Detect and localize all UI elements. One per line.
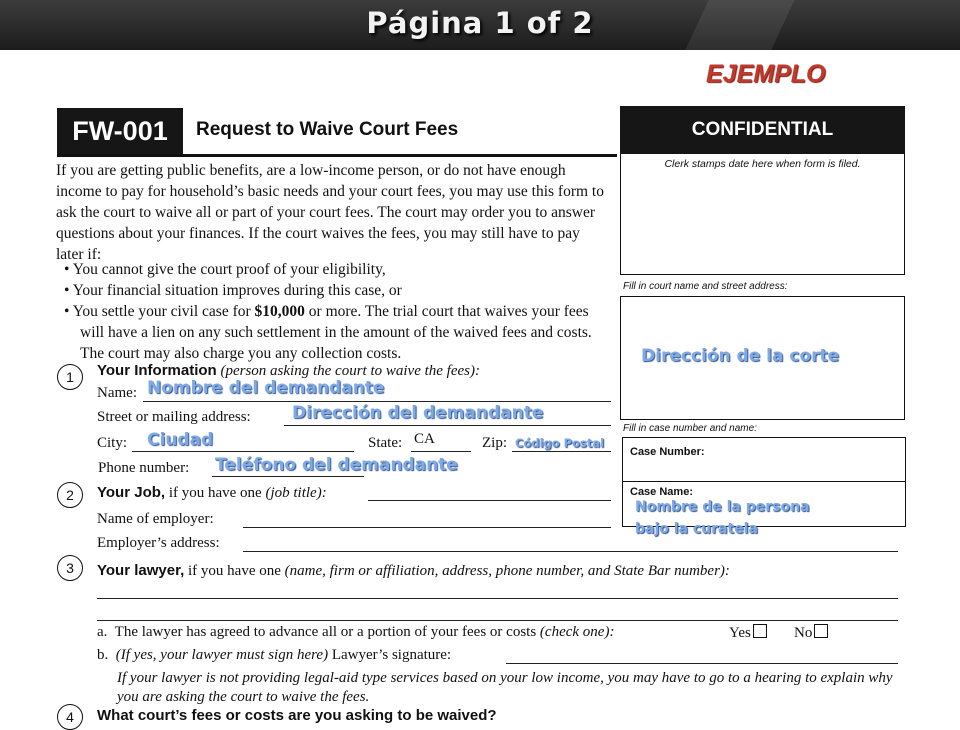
section-3-number: 3 — [57, 555, 83, 581]
phone-field[interactable] — [212, 476, 364, 477]
bullet-text: or more. The trial court that waives your fees will have a lien on any such settlement in the amount of the waived fees and costs. The court may also charge you any collection costs. — [80, 303, 592, 362]
lawyer-field-line-1[interactable] — [97, 598, 898, 599]
city-label: City: — [97, 435, 128, 451]
no-checkbox[interactable] — [814, 624, 828, 638]
section-note: (name, firm or affiliation, address, phone number, and State Bar number): — [284, 563, 730, 579]
yes-checkbox[interactable] — [753, 624, 767, 638]
case-number-label: Case Number: — [630, 446, 705, 458]
zip-annotation: Código Postal — [515, 436, 605, 450]
street-field[interactable] — [284, 425, 611, 426]
ward-name-annotation-line2: bajo la curatela — [635, 521, 758, 537]
case-fill-label: Fill in case number and name: — [623, 423, 757, 434]
section-note: (person asking the court to waive the fees): — [220, 363, 480, 379]
lawyer-advance-row — [97, 624, 614, 641]
state-label: State: — [368, 435, 403, 451]
form-title: Request to Waive Court Fees — [196, 119, 459, 140]
section-heading: Your Information — [97, 362, 217, 379]
list-item: • Your financial situation improves during this case, or — [64, 282, 402, 299]
list-item: • You settle your civil case for $10,000 or more. The trial court that waives your fees will have a lien on any such settlement in the amount of the waived fees and costs. The court may also charge you any collection costs. — [64, 303, 592, 362]
clerk-note: Clerk stamps date here when form is filed. — [664, 158, 861, 170]
yes-option[interactable] — [729, 624, 767, 642]
section-text: if you have one — [184, 563, 285, 579]
case-name-label: Case Name: — [630, 486, 693, 498]
title-rule — [57, 154, 617, 157]
confidential-header: CONFIDENTIAL — [620, 106, 905, 154]
slide-title: Página 1 of 2 — [366, 6, 594, 40]
yes-label: Yes — [729, 625, 751, 641]
phone-label: Phone number: — [98, 460, 190, 476]
item-note: (check one): — [539, 624, 615, 640]
employer-address-field[interactable] — [243, 551, 898, 552]
street-label: Street or mailing address: — [97, 409, 251, 425]
name-field[interactable] — [143, 401, 611, 402]
state-field[interactable] — [411, 451, 471, 452]
lawyer-warning: If your lawyer is not providing legal-aid type services based on your low income, you may have to go to a hearing to explain why you are asking the court to waive the fees. — [117, 670, 893, 705]
form-id: FW-001 — [57, 108, 183, 154]
section-heading: Your Job, — [97, 484, 166, 501]
item-text: The lawyer has agreed to advance all or a portion of your fees or costs — [114, 624, 540, 640]
bullet-text: You cannot give the court proof of your eligibility, — [72, 261, 386, 278]
no-option[interactable] — [794, 624, 828, 642]
section-text: if you have one — [165, 485, 266, 501]
phone-annotation: Teléfono del demandante — [215, 455, 458, 475]
item-note: (If yes, your lawyer must sign here) — [115, 647, 329, 663]
ward-name-annotation-line1: Nombre de la persona — [635, 499, 810, 515]
section-2-heading — [97, 484, 327, 502]
zip-label: Zip: — [482, 435, 507, 451]
employer-field[interactable] — [243, 527, 611, 528]
section-1-number: 1 — [57, 364, 83, 390]
section-4-heading: What court’s fees or costs are you asking to be waived? — [97, 707, 497, 724]
settlement-amount: $10,000 — [254, 303, 305, 320]
applicant-address-annotation: Dirección del demandante — [292, 403, 544, 423]
section-4-number: 4 — [57, 704, 83, 730]
intro-paragraph: If you are getting public benefits, are a low-income person, or do not have enough income to pay for household’s basic needs and your court fees, you may use this form to ask the court to waive all or part of your court fees. The court may order you to answer questions about your finances. If the court waives the fees, you may still have to pay later if: — [56, 162, 604, 263]
lawyer-signature-row — [97, 647, 451, 664]
example-badge: EJEMPLO — [706, 60, 826, 88]
clerk-stamp-box — [620, 154, 905, 275]
slide-title-bar — [0, 0, 960, 50]
applicant-name-annotation: Nombre del demandante — [147, 378, 385, 398]
lawyer-field-line-2[interactable] — [97, 620, 898, 621]
court-address-annotation: Dirección de la corte — [641, 346, 840, 366]
item-prefix: b. — [97, 647, 109, 663]
lawyer-signature-field[interactable] — [506, 663, 898, 664]
bullet-text: Your financial situation improves during this case, or — [72, 282, 402, 299]
list-item: • You cannot give the court proof of your eligibility, — [64, 261, 386, 278]
section-2-number: 2 — [57, 482, 83, 508]
signature-label: Lawyer’s signature: — [331, 647, 452, 663]
state-value[interactable]: CA — [414, 431, 435, 447]
section-3-heading — [97, 562, 730, 580]
employer-address-label: Employer’s address: — [97, 535, 220, 551]
bullet-text: You settle your civil case for — [72, 303, 255, 320]
city-annotation: Ciudad — [147, 430, 214, 450]
city-field[interactable] — [132, 451, 354, 452]
case-box-divider — [623, 481, 905, 482]
section-heading: Your lawyer, — [97, 562, 185, 579]
section-note: (job title): — [265, 485, 327, 501]
no-label: No — [794, 625, 813, 641]
conditions-list — [64, 259, 614, 364]
zip-field[interactable] — [512, 451, 611, 452]
item-prefix: a. — [97, 624, 108, 640]
job-title-field[interactable] — [368, 500, 611, 501]
name-label: Name: — [97, 385, 137, 401]
employer-label: Name of employer: — [97, 511, 214, 527]
court-name-label: Fill in court name and street address: — [623, 281, 788, 292]
